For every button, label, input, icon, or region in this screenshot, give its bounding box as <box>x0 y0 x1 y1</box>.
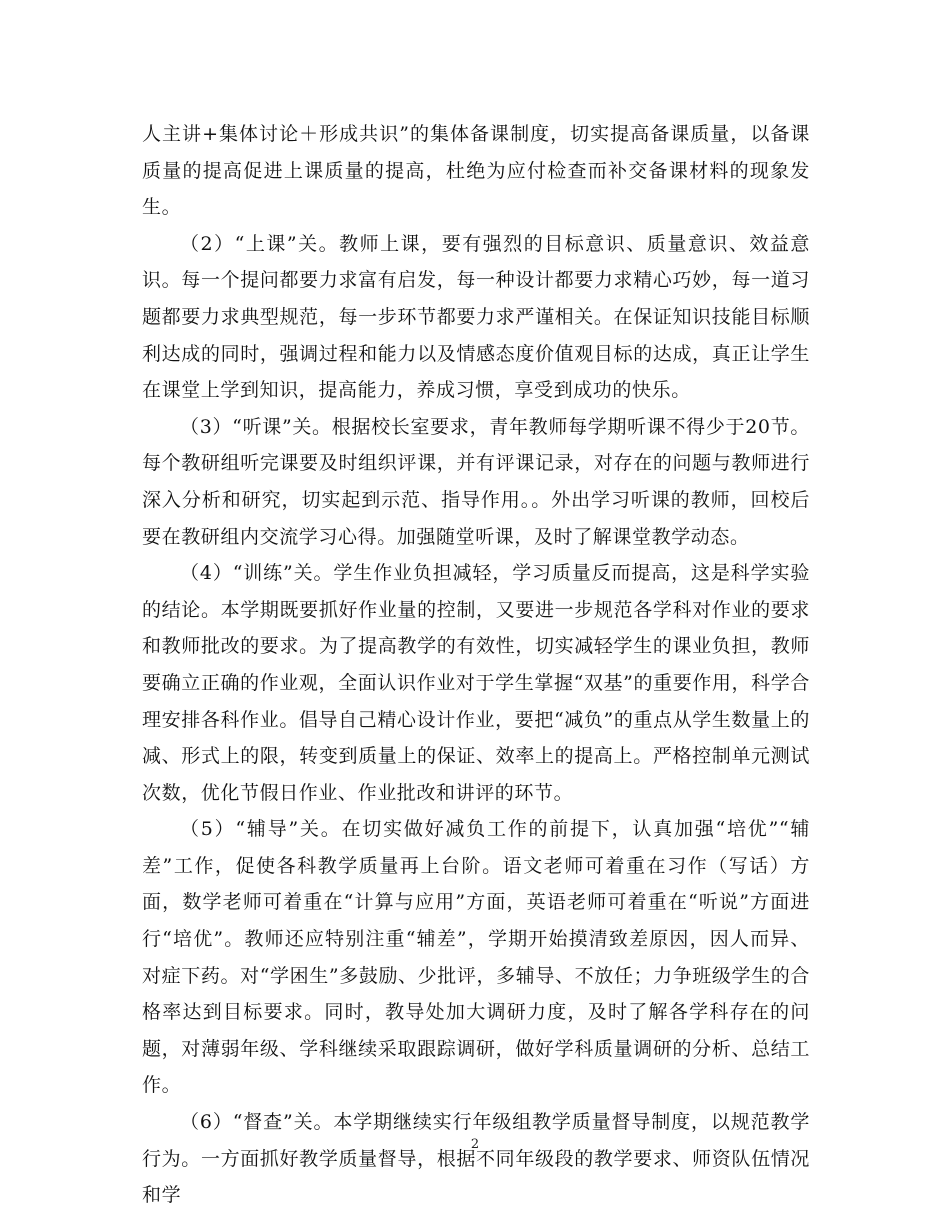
paragraph-supervision: （6）“督查”关。本学期继续实行年级组教学质量督导制度，以规范教学行为。一方面抓好教学质量督导，根据不同年级段的教学要求、师资队伍情况和学 <box>142 1111 810 1207</box>
paragraph-tutoring: （5）“辅导”关。在切实做好减负工作的前提下，认真加强“培优”“辅差”工作，促使各科教学质量再上台阶。语文老师可着重在习作（写话）方面，数学老师可着重在“计算与应用”方面，英语老师可着重在“听说”方面进行“培优”。教师还应特别注重“辅差”，学期开始摸清致差原因，因人而异、对症下药。对“学困生”多鼓励、少批评，多辅导、不放任；力争班级学生的合格率达到目标要求。同时，教导处加大调研力度，及时了解各学科存在的问题，对薄弱年级、学科继续采取跟踪调研，做好学科质量调研的分析、总结工作。 <box>142 818 810 1097</box>
page-body <box>142 116 810 1214</box>
paragraph-continuation: 人主讲+集体讨论＋形成共识”的集体备课制度，切实提高备课质量，以备课质量的提高促进上课质量的提高，杜绝为应付检查而补交备课材料的现象发生。 <box>142 123 810 219</box>
paragraph-class-teaching: （2）“上课”关。教师上课，要有强烈的目标意识、质量意识、效益意识。每一个提问都要力求富有启发，每一种设计都要力求精心巧妙，每一道习题都要力求典型规范，每一步环节都要力求严谨相关。在保证知识技能目标顺利达成的同时，强调过程和能力以及情感态度价值观目标的达成，真正让学生在课堂上学到知识，提高能力，养成习惯，享受到成功的快乐。 <box>142 232 810 402</box>
page-number: 2 <box>470 1137 480 1152</box>
paragraph-lesson-observation: （3）“听课”关。根据校长室要求，青年教师每学期听课不得少于20节。 每个教研组听完课要及时组织评课，并有评课记录，对存在的问题与教师进行深入分析和研究，切实起到示范、指导作用。。外出学习听课的教师，回校后要在教研组内交流学习心得。加强随堂听课，及时了解课堂教学动态。 <box>142 415 810 548</box>
paragraph-training: （4）“训练”关。学生作业负担减轻，学习质量反而提高，这是科学实验的结论。本学期既要抓好作业量的控制，又要进一步规范各学科对作业的要求和教师批改的要求。为了提高教学的有效性，切实减轻学生的课业负担，教师要确立正确的作业观，全面认识作业对于学生掌握“双基”的重要作用，科学合理安排各科作业。倡导自己精心设计作业，要把“减负”的重点从学生数量上的减、形式上的限，转变到质量上的保证、效率上的提高上。严格控制单元测试次数，优化节假日作业、作业批改和讲评的环节。 <box>142 562 810 804</box>
